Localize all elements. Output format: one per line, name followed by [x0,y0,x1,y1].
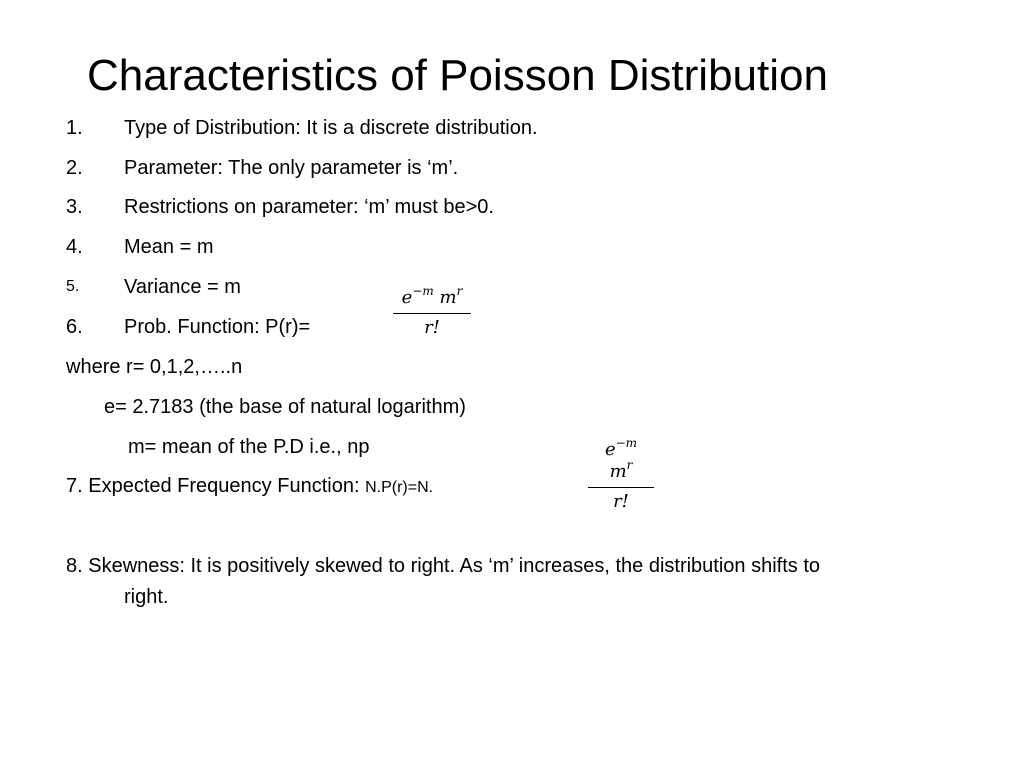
where-e-line: e= 2.7183 (the base of natural logarithm) [104,396,466,418]
item-number: 6. [66,316,83,338]
formula-numerator: $e^{-m}$ $m^r$ [604,436,638,482]
fraction-bar [393,313,471,314]
poisson-formula [393,284,471,339]
where-r-line: where r= 0,1,2,…..n [66,356,243,378]
list-item-8: 8. Skewness: It is positively skewed to right. As ‘m’ increases, the distribution shifts to [66,555,821,577]
item-text: Mean = m [124,236,214,258]
item-7-label: 7. Expected Frequency Function: [66,475,366,497]
expected-frequency-formula [588,436,654,513]
item-text: Parameter: The only parameter is ‘m’. [124,157,459,179]
item-number: 5. [66,278,80,295]
list-item-8-continuation: right. [124,586,169,608]
item-number: 2. [66,157,83,179]
item-text: Variance = m [124,276,241,298]
formula-numerator: $e^{-m}$ $m^r$ [401,284,463,308]
fraction-bar [588,487,654,488]
item-7-formula-prefix: N.P(r)=N. [365,479,434,496]
slide-title: Characteristics of Poisson Distribution [87,51,828,100]
list-item-7 [66,474,433,500]
item-number: 4. [66,236,83,258]
where-m-line: m= mean of the P.D i.e., np [128,436,370,458]
item-text: Prob. Function: P(r)= [124,316,311,338]
formula-denominator: r! [613,491,629,512]
item-number: 1. [66,117,83,139]
formula-denominator: r! [424,317,440,338]
item-number: 3. [66,196,83,218]
item-text: Type of Distribution: It is a discrete distribution. [124,117,538,139]
item-text: Restrictions on parameter: ‘m’ must be>0. [124,196,494,218]
